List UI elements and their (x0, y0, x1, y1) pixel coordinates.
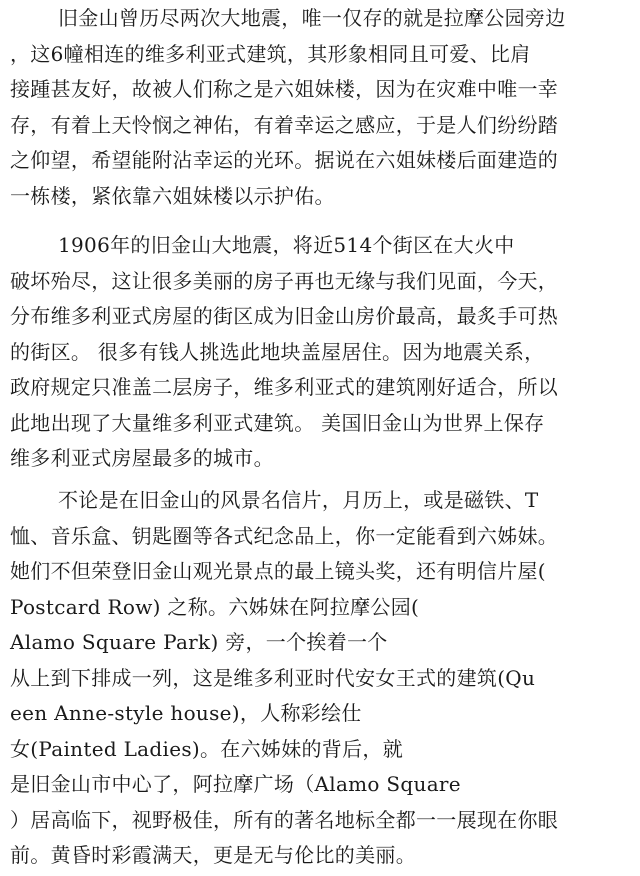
text-line: 维多利亚式房屋最多的城市。 (10, 446, 274, 470)
paragraph-1906-earthquake (0, 228, 640, 477)
paragraph-six-sisters-survival (0, 1, 640, 214)
text-line: 她们不但荣登旧金山观光景点的最上镜头奖，还有明信片屋( (10, 559, 546, 583)
text-line: 分布维多利亚式房屋的街区成为旧金山房价最高，最炙手可热 (10, 304, 559, 328)
text-line: 政府规定只准盖二层房子，维多利亚式的建筑刚好适合，所以 (10, 375, 559, 399)
paragraph-painted-ladies (0, 483, 640, 874)
text-line: 存，有着上天怜悯之神佑，有着幸运之感应，于是人们纷纷踏 (10, 112, 559, 137)
text-line: 旧金山曾历尽两次大地震，唯一仅存的就是拉摩公园旁边 (58, 6, 566, 30)
text-line: 之仰望，希望能附沾幸运的光环。据说在六姐妹楼后面建造的 (10, 148, 559, 172)
text-line: 的街区。 很多有钱人挑选此地块盖屋居住。因为地震关系， (10, 339, 545, 364)
text-line: 从上到下排成一列，这是维多利亚时代安女王式的建筑(Qu (10, 665, 536, 690)
text-line: Alamo Square Park) 旁，一个挨着一个 (10, 630, 388, 654)
text-line: 破坏殆尽，这让很多美丽的房子再也无缘与我们见面，今天， (10, 268, 559, 293)
text-line: een Anne-style house)，人称彩绘仕 (10, 701, 362, 725)
text-line: 不论是在旧金山的风景名信片，月历上，或是磁铁、T (58, 488, 539, 512)
text-line: ）居高临下，视野极佳，所有的著名地标全都一一展现在你眼 (10, 807, 559, 832)
text-line: 一栋楼，紧依靠六姐妹楼以示护佑。 (10, 183, 335, 208)
text-line: 1906年的旧金山大地震，将近514个街区在大火中 (58, 233, 515, 257)
text-line: ，这6幢相连的维多利亚式建筑，其形象相同且可爱、比肩 (10, 41, 531, 66)
text-line: 恤、音乐盒、钥匙圈等各式纪念品上，你一定能看到六姊妹。 (10, 523, 559, 548)
text-line: 是旧金山市中心了，阿拉摩广场（Alamo Square (10, 772, 461, 796)
text-line: 接踵甚友好，故被人们称之是六姐妹楼，因为在灾难中唯一幸 (10, 77, 559, 101)
text-line: Postcard Row) 之称。六姊妹在阿拉摩公园( (10, 594, 420, 619)
text-line: 女(Painted Ladies)。在六姊妹的背后，就 (10, 736, 404, 761)
text-line: 此地出现了大量维多利亚式建筑。 美国旧金山为世界上保存 (10, 410, 545, 435)
text-line: 前。黄昏时彩霞满天，更是无与伦比的美丽。 (10, 843, 416, 867)
